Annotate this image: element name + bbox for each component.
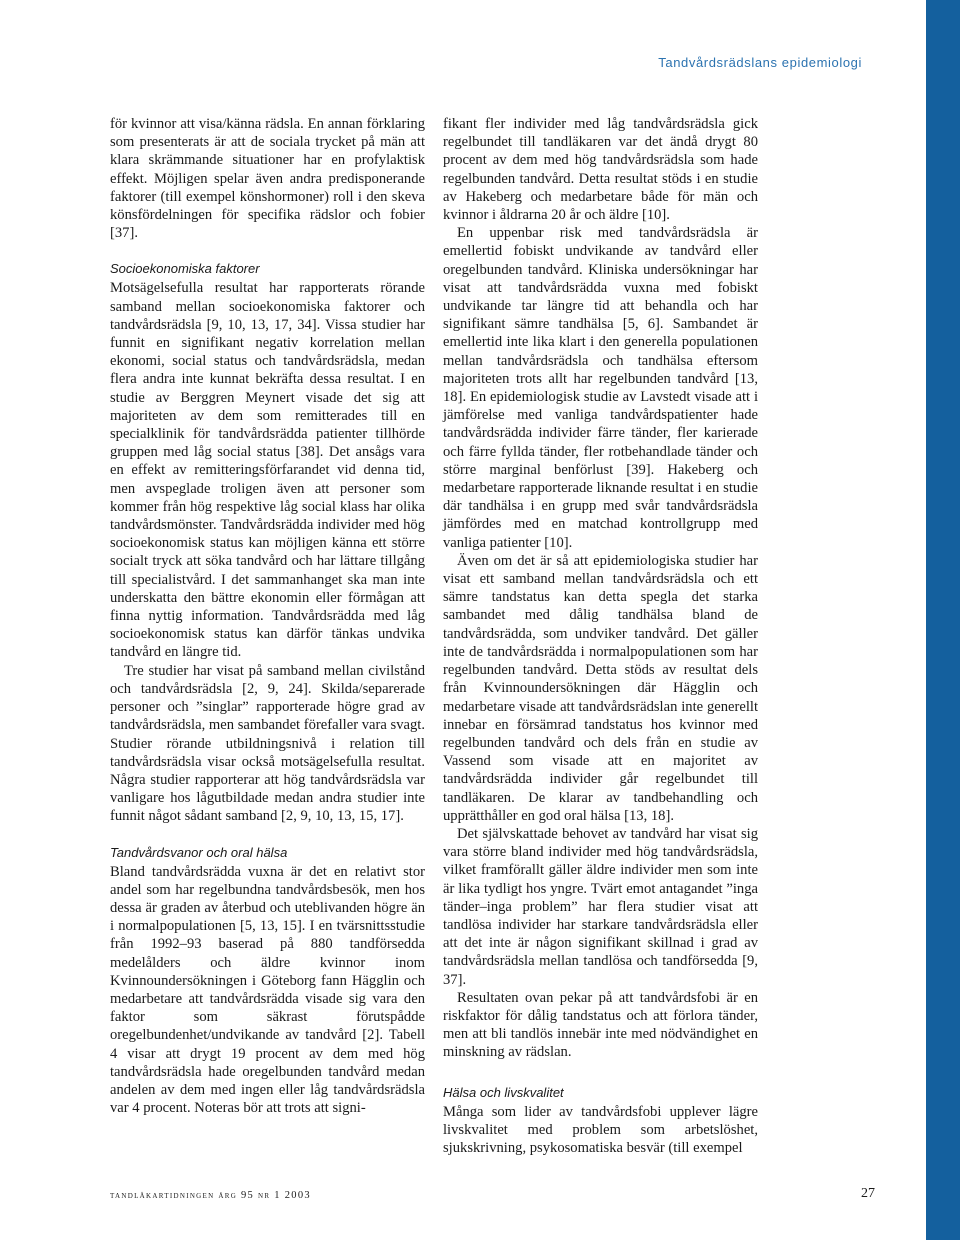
paragraph-health-quality: Många som lider av tandvårdsfobi upplever lägre livskvalitet med problem som arbetslöshet, sjukskrivning, psykosomatiska besvär (till exempel	[443, 1103, 758, 1156]
left-column	[110, 115, 425, 1117]
paragraph-socioeconomic-2: Tre studier har visat på samband mellan civilstånd och tandvårdsrädsla [2, 9, 24]. Skilda/separerade personer och ”singlar” rapporterade högre grad av tandvårdsrädsla, men sambandet förefaller vara svagt. Studier rörande utbildningsnivå i relation till tandvårdsrädsla visar också motsägelsefulla resultat. Några studier rapporterar att hög tandvårdsrädsla var vanligare hos lågutbildade medan andra studier inte funnit något sådant samband [2, 9, 10, 13, 15, 17].	[110, 662, 425, 825]
paragraph-intro: för kvinnor att visa/känna rädsla. En annan förklaring som presenterats är att de sociala trycket på män att klara skrämmande situationer har en profylaktisk effekt. Möjligen spelar även andra predisponerande faktorer (till exempel könshormoner) roll i den skeva könsfördelningen för specifika rädslor och fobier [37].	[110, 116, 425, 242]
section-heading-socioeconomic: Socioekonomiska faktorer	[110, 261, 260, 277]
paragraph-socioeconomic-1: Motsägelsefulla resultat har rapporterats rörande samband mellan socioekonomiska faktorer och tandvårdsrädsla [9, 10, 13, 17, 34]. Vissa studier har funnit en signifikant negativ korrelation mellan ekonomi, social status och tandvårdsrädsla, medan flera andra inte kunnat bekräfta dessa resultat. I en studie av Berggren Meynert visade det sig att majoriteten av dem som remitterades till en specialklinik för tandvårdsrädda patienter tillhörde gruppen med låg social status [38]. Det ansågs vara en effekt av remitteringsförfarandet vid denna tid, men avspeglade troligen även att personer som kommer från hög respektive låg social klass har olika tandvårdsmönster. Tandvårdsrädda individer med hög socioekonomisk status kan möjligen känna ett större socialt tryck att söka tandvård och har lättare tillgång till specialistvård. I det sammanhanget ska man inte underskatta den bättre ekonomin eller förmågan att finna nyttig information. Tandvårdsrädda med låg socioekonomisk status kan därför tänkas undvika tandvård en längre tid.	[110, 280, 425, 661]
right-column	[443, 115, 758, 1157]
page-number: 27	[861, 1186, 875, 1201]
side-accent-bar	[926, 0, 960, 1240]
running-head: Tandvårdsrädslans epidemiologi	[658, 55, 862, 70]
section-heading-health-quality: Hälsa och livskvalitet	[443, 1084, 564, 1100]
paragraph-epidemiological: Även om det är så att epidemiologiska studier har visat ett samband mellan tandvårdsrädsla och ett sämre tandstatus kan detta spegla det starka sambandet med dålig tandhälsa bland de tandvårdsrädda, som undviker tandvård. Det gäller inte de tandvårdsrädda i normalpopulationen som har regelbunden tandvård. Detta stöds av resultat dels från Kvinnoundersökningen där Hägglin och medarbetare visade att tandvårdsrädslan inte generellt innebar en försämrad tandstatus hos kvinnor med regelbunden tandvård och dels från en studie av Vassend som visade att en majoritet av tandvårdsrädda individer går regelbundet till tandläkaren. De klarar av tandbehandling och upprätthåller en god oral hälsa [13, 18].	[443, 552, 758, 824]
paragraph-risk: En uppenbar risk med tandvårdsrädsla är emellertid fobiskt undvikande av tandvård eller oregelbunden tandvård. Kliniska undersökningar har visat att tandvårdsrädda vuxna med fobiskt undvikande tar längre tid att behandla och har signifikant sämre tandhälsa [5, 6]. Sambandet är emellertid inte lika klart i den generella populationen mellan tandvårdsrädsla och tandhälsa eftersom majoriteten trots allt har regelbunden tandvård [13, 18]. En epidemiologisk studie av Lavstedt visade att i jämförelse med vanliga tandvårdspatienter hade tandvårdsrädda individer färre tänder, fler karierade och färre fyllda tänder, fler rotbehandlade tänder och större marginal benförlust [39]. Hakeberg och medarbetare rapporterade liknande resultat i en studie där tandhälsa i en grupp med svår tandvårdsrädsla jämfördes med en matchad kontrollgrupp med vanliga patienter [10].	[443, 225, 758, 551]
footer-journal-citation: tandläkartidningen årg 95 nr 1 2003	[110, 1190, 311, 1201]
paragraph-self-assessed-need: Det självskattade behovet av tandvård har visat sig vara större bland individer med hög tandvårdsrädsla, vilket framförallt gäller äldre individer men som inte är lika tydligt hos yngre. Tvärt emot antagandet ”inga tänder–inga problem” har flera studier visat att tandlösa individer har starkare tandvårdsrädsla eller att det inte är någon signifikant skillnad i grad av tandvårdsrädsla mellan tandlösa och tandförsedda [9, 37].	[443, 825, 758, 988]
paragraph-dental-habits: Bland tandvårdsrädda vuxna är det en relativt stor andel som har regelbundna tandvårdsbesök, men hos dessa är graden av återbud och uteblivanden högre än i normalpopulationen [5, 13, 15]. I en tvärsnittsstudie från 1992–93 baserad på 880 tandförsedda medelålders och äldre kvinnor inom Kvinnoundersökningen i Göteborg fann Hägglin och medarbetare att tandvårdsrädda visade sig vara den faktor som säkrast förutspådde oregelbundenhet/undvikande av tandvård [2]. Tabell 4 visar att drygt 19 procent av dem med hög tandvårdsrädsla hade oregelbunden tandvård medan andelen av dem med ingen eller låg tandvårdsrädsla var 4 procent. Noteras bör att trots att signi-	[110, 863, 425, 1117]
paragraph-results: Resultaten ovan pekar på att tandvårdsfobi är en riskfaktor för dålig tandstatus och att förlora tänder, men att bli tandlös innebär inte med nödvändighet en minskning av rädslan.	[443, 989, 758, 1061]
section-heading-dental-habits: Tandvårdsvanor och oral hälsa	[110, 844, 288, 860]
paragraph-continued: fikant fler individer med låg tandvårdsrädsla gick regelbundet till tandläkaren var det ändå drygt 80 procent av dem med hög tandvårdsrädsla som hade regelbunden tandvård. Detta resultat stöds i en studie av Hakeberg och medarbetare både för män och kvinnor i åldrarna 20 år och äldre [10].	[443, 116, 758, 224]
